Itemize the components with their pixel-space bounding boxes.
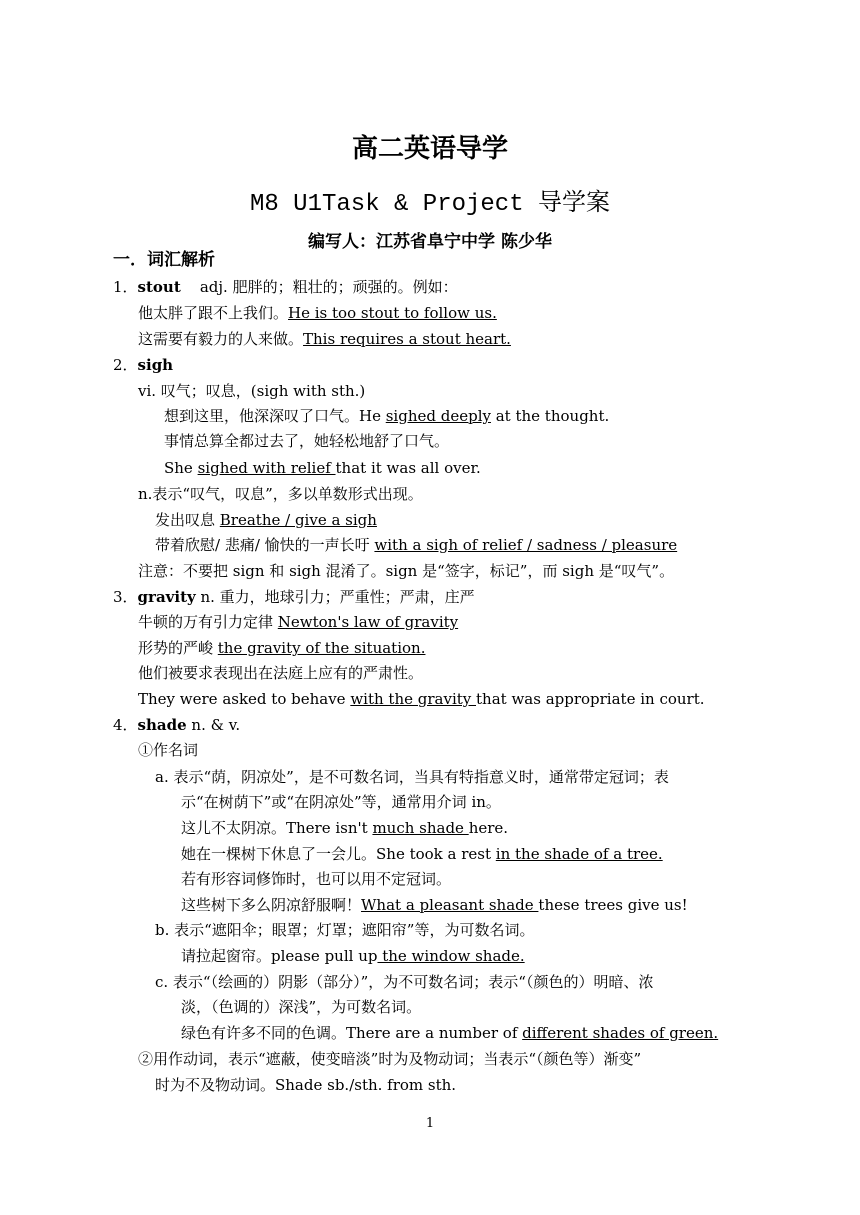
example-cn: 这些树下多么阴凉舒服啊！ <box>181 896 362 914</box>
example-cn: 这儿不太阴凉。There isn't <box>181 819 373 837</box>
example-cn: 绿色有许多不同的色调。There are a number of <box>181 1024 523 1042</box>
example-en: in the shade of a tree. <box>495 845 663 863</box>
usage-line: b. 表示“遮阳伞；眼罩；灯罩；遮阳帘”等，为可数名词。 <box>155 921 535 939</box>
usage-line: 示“在树荫下”或“在阴凉处”等，通常用介词 in。 <box>181 793 501 811</box>
example-cn: 带着欣慰/ 悲痛/ 愉快的一声长吁 <box>155 536 375 554</box>
example-tail: that was appropriate in court. <box>476 690 705 708</box>
definition-line: vi. 叹气；叹息，(sigh with sth.) <box>138 382 366 400</box>
entry-word: shade <box>137 716 187 734</box>
example-cn: 请拉起窗帘。please pull up <box>181 947 378 965</box>
example-en: sighed with relief <box>197 459 336 477</box>
example-tail: that it was all over. <box>335 459 481 477</box>
example-en: the gravity of the situation. <box>217 639 426 657</box>
example-line <box>181 818 508 838</box>
entry-number: 2． <box>113 356 138 374</box>
entry-word: gravity <box>137 588 196 606</box>
usage-line: 时为不及物动词。Shade sb./sth. from sth. <box>155 1076 457 1094</box>
example-tail: these trees give us! <box>538 896 688 914</box>
example-en: with a sigh of relief / sadness / pleasure <box>374 536 678 554</box>
example-line <box>181 1023 718 1043</box>
example-line <box>138 303 497 323</box>
entry-definition: n. 重力，地球引力；严重性；严肃，庄严 <box>195 588 475 606</box>
subheading-noun: ①作名词 <box>138 741 199 759</box>
entry-gravity <box>113 587 475 607</box>
definition-line: n.表示“叹气，叹息”，多以单数形式出现。 <box>138 485 423 503</box>
section-heading: 一．词汇解析 <box>113 250 215 270</box>
example-en: Breathe / give a sigh <box>219 511 377 529</box>
usage-line: a. 表示“荫，阴凉处”，是不可数名词，当具有特指意义时，通常带定冠词；表 <box>155 768 669 786</box>
example-cn: 她在一棵树下休息了一会儿。She took a rest <box>181 845 496 863</box>
entry-number: 3． <box>113 588 138 606</box>
usage-line: ②用作动词，表示“遮蔽，使变暗淡”时为及物动词；当表示“（颜色等）渐变” <box>138 1050 642 1068</box>
example-en: Newton's law of gravity <box>277 613 459 631</box>
example-line <box>181 946 525 966</box>
example-line <box>155 535 677 555</box>
example-en: the window shade. <box>377 947 525 965</box>
example-line <box>181 844 663 864</box>
example-en: sighed deeply <box>385 407 491 425</box>
example-cn: 他太胖了跟不上我们。 <box>138 304 289 322</box>
example-line <box>138 612 458 632</box>
example-line <box>164 406 609 426</box>
example-line <box>138 689 705 709</box>
usage-line: 若有形容词修饰时，也可以用不定冠词。 <box>181 870 452 888</box>
entry-word: stout <box>137 278 181 296</box>
example-en: much shade <box>372 819 469 837</box>
author-line: 编写人：江苏省阜宁中学 陈少华 <box>308 232 552 252</box>
example-en: This requires a stout heart. <box>303 330 511 348</box>
entry-definition: adj. 肥胖的；粗壮的；顽强的。例如： <box>199 278 458 296</box>
example-line <box>181 895 688 915</box>
document-title: 高二英语导学 <box>351 134 508 164</box>
example-cn: 这需要有毅力的人来做。 <box>138 330 304 348</box>
example-line <box>155 510 377 530</box>
example-pre: She <box>164 459 198 477</box>
example-line <box>138 638 425 658</box>
example-en: with the gravity <box>350 690 477 708</box>
example-en: What a pleasant shade <box>361 896 539 914</box>
example-tail: at the thought. <box>490 407 610 425</box>
example-cn: 想到这里，他深深叹了口气。He <box>164 407 386 425</box>
example-cn: 发出叹息 <box>155 511 220 529</box>
entry-stout <box>113 277 458 297</box>
page-number: 1 <box>425 1116 435 1131</box>
example-line: 他们被要求表现出在法庭上应有的严肃性。 <box>138 664 424 682</box>
entry-sigh <box>113 355 173 375</box>
example-en: He is too stout to follow us. <box>288 304 497 322</box>
example-cn: 形势的严峻 <box>138 639 218 657</box>
entry-definition: n. & v. <box>186 716 241 734</box>
example-line <box>138 329 511 349</box>
entry-shade <box>113 715 240 735</box>
entry-number: 4． <box>113 716 138 734</box>
entry-word: sigh <box>137 356 174 374</box>
entry-number: 1． <box>113 278 138 296</box>
usage-line: c. 表示“（绘画的）阴影（部分）”，为不可数名词；表示“（颜色的）明暗、浓 <box>155 973 654 991</box>
example-line <box>164 458 481 478</box>
example-pre: They were asked to behave <box>138 690 351 708</box>
example-en: different shades of green. <box>522 1024 719 1042</box>
example-line: 事情总算全都过去了，她轻松地舒了口气。 <box>164 432 450 450</box>
document-subtitle: M8 U1Task & Project 导学案 <box>249 191 611 218</box>
example-cn: 牛顿的万有引力定律 <box>138 613 278 631</box>
note-line: 注意：不要把 sign 和 sigh 混淆了。sign 是“签字，标记”，而 sigh 是“叹气”。 <box>138 562 675 580</box>
example-tail: here. <box>468 819 509 837</box>
usage-line: 淡，（色调的）深浅”，为可数名词。 <box>181 998 422 1016</box>
